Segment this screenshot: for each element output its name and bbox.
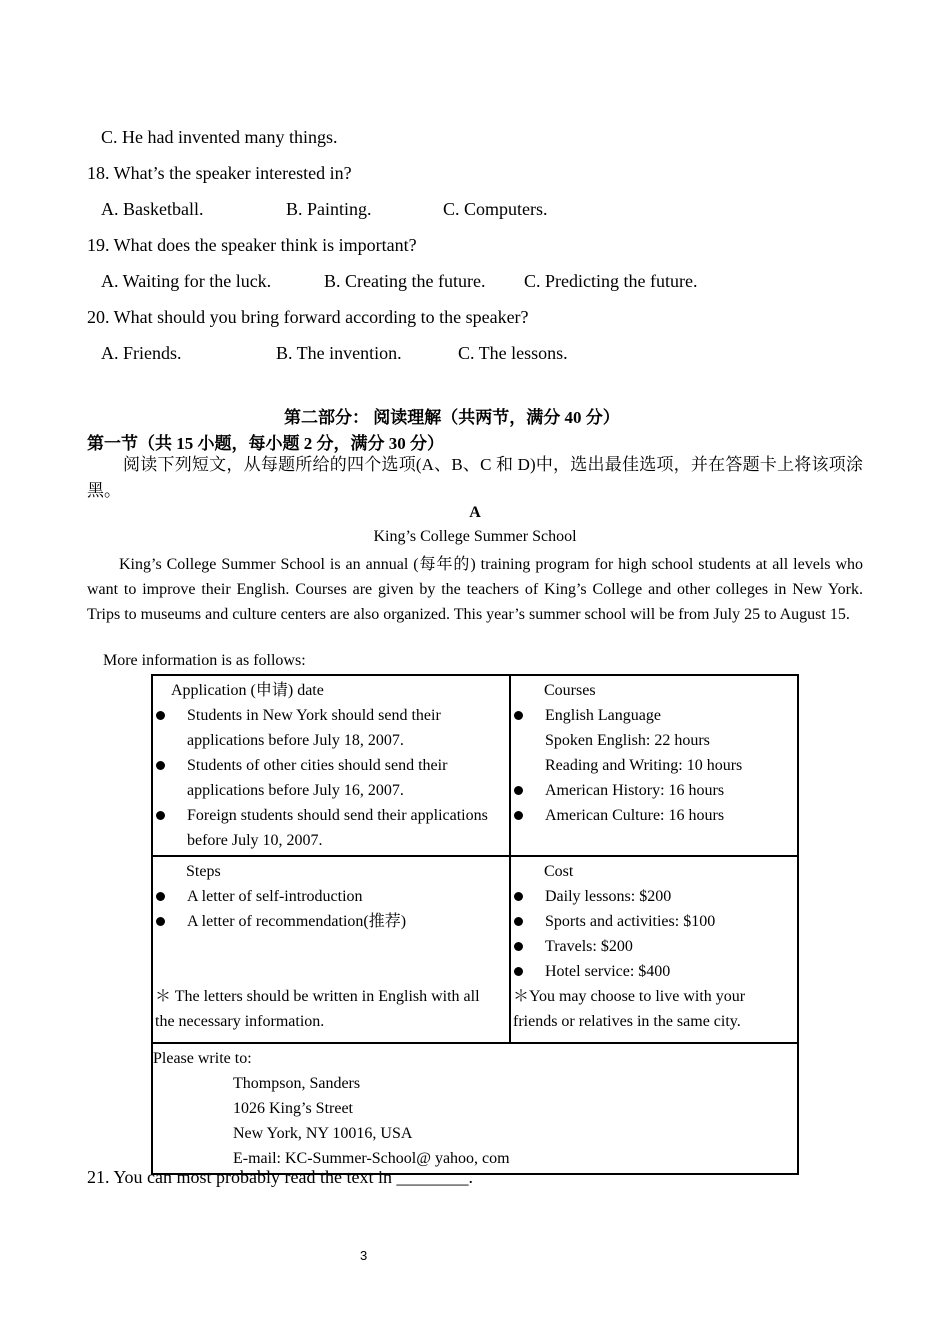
- instruction-paragraph: 阅读下列短文，从每题所给的四个选项(A、B、C 和 D)中，选出最佳选项，并在答题卡上将该项涂黑。: [87, 455, 863, 500]
- cost-item: Sports and activities: $100: [511, 909, 797, 934]
- q18-option-b: B. Painting.: [286, 199, 372, 219]
- courses-subitem: Spoken English: 22 hours: [544, 732, 710, 749]
- application-item: Students in New York should send their applications before July 18, 2007.: [153, 703, 509, 753]
- q21-stem: 21. You can most probably read the text in ________.: [87, 1167, 473, 1187]
- page-number: 3: [360, 1248, 368, 1263]
- cost-note: ＊You may choose to live with your friends or relatives in the same city.: [512, 988, 746, 1030]
- q20-option-b: B. The invention.: [276, 343, 402, 363]
- q19-option-c: C. Predicting the future.: [524, 271, 698, 291]
- courses-item: English Language: [511, 703, 797, 728]
- contact-heading: Please write to:: [153, 1050, 252, 1067]
- contact-email: E-mail: KC-Summer-School@ yahoo, com: [233, 1150, 510, 1167]
- steps-item: A letter of recommendation(推荐): [153, 909, 509, 934]
- passage-label: A: [469, 504, 481, 521]
- cost-item: Daily lessons: $200: [511, 884, 797, 909]
- contact-line: Thompson, Sanders: [233, 1075, 361, 1092]
- q19-option-b: B. Creating the future.: [324, 271, 486, 291]
- steps-item: A letter of self-introduction: [153, 884, 509, 909]
- q17-option-c: C. He had invented many things.: [101, 127, 338, 147]
- application-cell: [152, 675, 510, 856]
- courses-subitem: Reading and Writing: 10 hours: [544, 757, 743, 774]
- application-item: Foreign students should send their applications before July 10, 2007.: [153, 803, 509, 853]
- info-table: [151, 674, 799, 1175]
- courses-cell: [510, 675, 798, 856]
- cost-cell: [510, 856, 798, 1043]
- contact-line: 1026 King’s Street: [233, 1100, 353, 1117]
- contact-cell: [152, 1043, 798, 1174]
- cost-heading: Cost: [543, 863, 574, 880]
- more-info-line: More information is as follows:: [103, 652, 306, 669]
- courses-heading: Courses: [543, 682, 596, 699]
- q19-stem: 19. What does the speaker think is important?: [87, 235, 417, 255]
- courses-item: American History: 16 hours: [511, 778, 797, 803]
- passage-paragraph: King’s College Summer School is an annual (每年的) training program for high school students at all levels who want to improve their English. Courses are given by the teachers of King’s College and other colleges in New York. Trips to museums and culture centers are also organized. This year’s summer school will be from July 25 to August 15.: [87, 556, 863, 623]
- part2-title: 第二部分： 阅读理解（共两节，满分 40 分）: [284, 408, 620, 427]
- steps-heading: Steps: [186, 863, 221, 880]
- cost-item: Hotel service: $400: [511, 959, 797, 984]
- q19-option-a: A. Waiting for the luck.: [101, 271, 272, 291]
- steps-cell: [152, 856, 510, 1043]
- q20-option-a: A. Friends.: [101, 343, 182, 363]
- application-heading: Application (申请) date: [171, 682, 324, 699]
- section1-title: 第一节（共 15 小题，每小题 2 分，满分 30 分）: [87, 434, 444, 453]
- q20-stem: 20. What should you bring forward according to the speaker?: [87, 307, 529, 327]
- steps-note: ＊ The letters should be written in English with all the necessary information.: [155, 988, 480, 1030]
- q18-option-c: C. Computers.: [443, 199, 548, 219]
- q18-option-a: A. Basketball.: [101, 199, 204, 219]
- q18-stem: 18. What’s the speaker interested in?: [87, 163, 352, 183]
- passage-title: King’s College Summer School: [373, 528, 577, 545]
- q20-option-c: C. The lessons.: [458, 343, 568, 363]
- courses-item: American Culture: 16 hours: [511, 803, 797, 828]
- contact-line: New York, NY 10016, USA: [233, 1125, 413, 1142]
- application-item: Students of other cities should send their applications before July 16, 2007.: [153, 753, 509, 803]
- cost-item: Travels: $200: [511, 934, 797, 959]
